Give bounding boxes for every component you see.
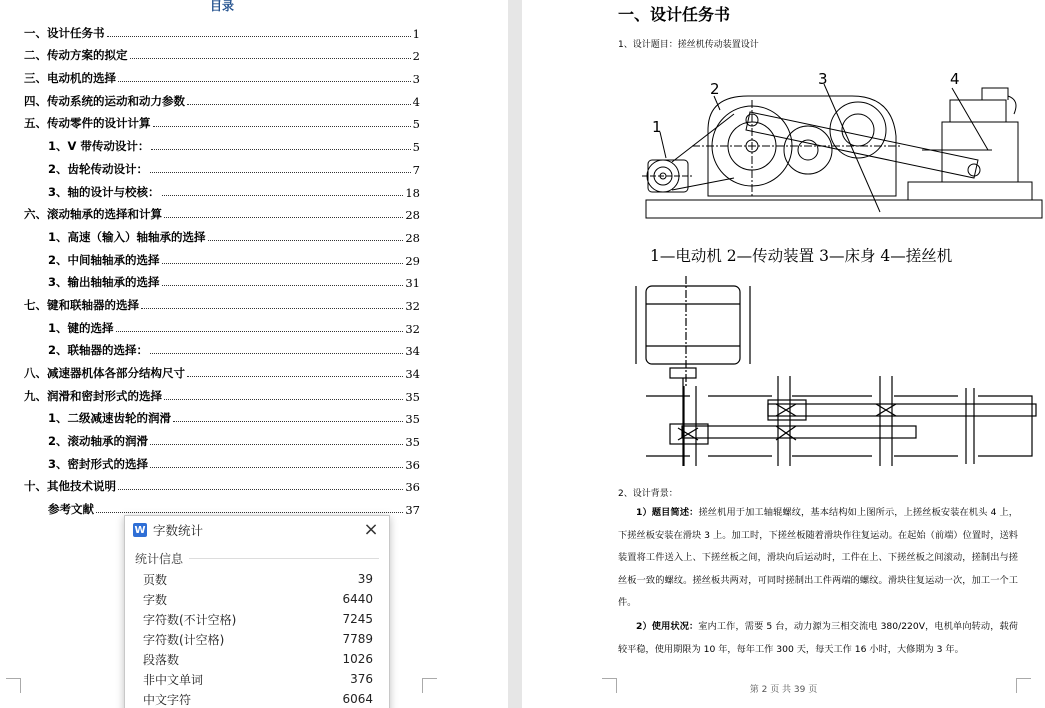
toc-leader-dots bbox=[150, 444, 403, 445]
toc-entry[interactable] bbox=[24, 449, 420, 472]
stats-row bbox=[125, 689, 389, 708]
stats-value: 376 bbox=[350, 672, 373, 686]
toc-entry-page: 29 bbox=[405, 253, 420, 268]
paragraph-lead: 2）使用状况： bbox=[636, 621, 699, 632]
figure-label-2: 2 bbox=[710, 80, 720, 98]
toc-entry[interactable] bbox=[24, 131, 420, 154]
stats-label: 非中文单词 bbox=[143, 672, 204, 687]
toc-entry[interactable] bbox=[24, 336, 420, 359]
toc-leader-dots bbox=[164, 399, 403, 400]
toc-entry-page: 1 bbox=[412, 26, 420, 41]
stats-row bbox=[125, 569, 389, 589]
toc-entry-label: 1、高速（输入）轴轴承的选择 bbox=[48, 229, 206, 244]
toc-entry-page: 5 bbox=[412, 117, 420, 132]
stats-row bbox=[125, 589, 389, 609]
toc-entry-label: 参考文献 bbox=[48, 502, 94, 517]
page-corner-mark bbox=[602, 678, 617, 693]
stats-value: 7245 bbox=[342, 612, 373, 626]
toc-entry-label: 1、键的选择 bbox=[48, 320, 114, 335]
stats-value: 7789 bbox=[342, 632, 373, 646]
stats-label: 字数 bbox=[143, 592, 168, 607]
stats-row bbox=[125, 629, 389, 649]
toc-entry-label: 1、V 带传动设计： bbox=[48, 139, 150, 154]
toc-entry-page: 36 bbox=[405, 480, 420, 495]
toc-entry[interactable] bbox=[24, 268, 420, 291]
background-heading: 2、设计背景： bbox=[618, 489, 678, 499]
stats-row bbox=[125, 609, 389, 629]
toc-entry[interactable] bbox=[24, 109, 420, 132]
figure-label-1: 1 bbox=[652, 118, 662, 136]
toc-title: 目录 bbox=[209, 0, 234, 13]
stats-label: 字符数(计空格) bbox=[143, 632, 225, 647]
toc-leader-dots bbox=[150, 353, 403, 354]
toc-entry-page: 37 bbox=[405, 503, 420, 518]
close-icon[interactable]: × bbox=[363, 519, 379, 540]
stats-value: 39 bbox=[357, 572, 373, 586]
toc-entry[interactable] bbox=[24, 404, 420, 427]
page-corner-mark bbox=[1016, 678, 1031, 693]
toc-entry[interactable] bbox=[24, 245, 420, 268]
page-right bbox=[522, 0, 1045, 708]
toc-entry-page: 2 bbox=[412, 49, 420, 64]
toc-entry-page: 35 bbox=[405, 389, 420, 404]
toc-entry-label: 3、密封形式的选择 bbox=[48, 456, 149, 471]
toc-entry[interactable] bbox=[24, 358, 420, 381]
toc-entry-label: 3、轴的设计与校核： bbox=[48, 184, 160, 199]
toc-entry-label: 二、传动方案的拟定 bbox=[24, 48, 128, 63]
machine-schematic-figure bbox=[522, 0, 1045, 240]
toc-entry-page: 28 bbox=[405, 230, 420, 245]
toc-leader-dots bbox=[141, 308, 403, 309]
stats-value: 6440 bbox=[342, 592, 373, 606]
toc-entry-page: 34 bbox=[405, 344, 420, 359]
stats-row bbox=[125, 669, 389, 689]
toc-leader-dots bbox=[150, 467, 403, 468]
toc-leader-dots bbox=[150, 172, 411, 173]
toc-entry[interactable] bbox=[24, 472, 420, 495]
toc-leader-dots bbox=[162, 263, 404, 264]
stats-label: 字符数(不计空格) bbox=[143, 612, 237, 627]
stats-label: 页数 bbox=[143, 572, 168, 587]
toc-entry-label: 2、齿轮传动设计： bbox=[48, 161, 149, 176]
toc-entry[interactable] bbox=[24, 426, 420, 449]
toc-leader-dots bbox=[116, 331, 404, 332]
toc-entry[interactable] bbox=[24, 381, 420, 404]
stats-value: 6064 bbox=[342, 692, 373, 706]
stats-list bbox=[125, 569, 389, 708]
toc-entry[interactable] bbox=[24, 154, 420, 177]
toc-entry-label: 2、联轴器的选择： bbox=[48, 343, 149, 358]
toc-entry[interactable] bbox=[24, 41, 420, 64]
page-corner-mark bbox=[6, 678, 21, 693]
paragraph-problem-description bbox=[618, 502, 1018, 615]
toc-entry-label: 七、键和联轴器的选择 bbox=[24, 297, 139, 312]
toc-entry-label: 2、中间轴轴承的选择 bbox=[48, 252, 160, 267]
dialog-header bbox=[125, 516, 389, 544]
toc-entry[interactable] bbox=[24, 63, 420, 86]
toc-entry-page: 35 bbox=[405, 435, 420, 450]
dialog-title: 字数统计 bbox=[153, 523, 204, 538]
toc-entry-label: 十、其他技术说明 bbox=[24, 479, 116, 494]
toc-entry[interactable] bbox=[24, 86, 420, 109]
figure-label-4: 4 bbox=[950, 70, 960, 88]
toc-leader-dots bbox=[208, 240, 404, 241]
toc-entry-label: 1、二级减速齿轮的润滑 bbox=[48, 411, 172, 426]
page-corner-mark bbox=[422, 678, 437, 693]
figure-label-3: 3 bbox=[818, 70, 828, 88]
toc-entry[interactable] bbox=[24, 177, 420, 200]
toc-entry-page: 32 bbox=[405, 298, 420, 313]
section-heading: 一、设计任务书 bbox=[618, 5, 731, 24]
toc-entry[interactable] bbox=[24, 290, 420, 313]
toc-entry-label: 六、滚动轴承的选择和计算 bbox=[24, 207, 162, 222]
toc-entry-label: 一、设计任务书 bbox=[24, 25, 105, 40]
toc-entry-label: 四、传动系统的运动和动力参数 bbox=[24, 93, 185, 108]
wps-app-icon: W bbox=[134, 524, 146, 536]
page-left bbox=[0, 0, 508, 708]
toc-entry-page: 36 bbox=[405, 457, 420, 472]
toc-entry-label: 2、滚动轴承的润滑 bbox=[48, 434, 149, 449]
stats-label: 段落数 bbox=[143, 652, 180, 667]
toc-entry[interactable] bbox=[24, 313, 420, 336]
toc-entry-label: 3、输出轴轴承的选择 bbox=[48, 275, 160, 290]
toc-entry-page: 18 bbox=[405, 185, 420, 200]
toc-entry-page: 5 bbox=[412, 140, 420, 155]
toc-entry-page: 7 bbox=[412, 162, 420, 177]
toc-entry-label: 九、润滑和密封形式的选择 bbox=[24, 388, 162, 403]
toc-leader-dots bbox=[187, 104, 411, 105]
word-count-dialog bbox=[124, 515, 390, 708]
toc-leader-dots bbox=[118, 489, 403, 490]
stats-section-label: 统计信息 bbox=[125, 544, 389, 569]
toc-leader-dots bbox=[107, 36, 411, 37]
toc-entry[interactable] bbox=[24, 18, 420, 41]
toc-entry-page: 4 bbox=[412, 94, 420, 109]
page-footer: 第 2 页 共 39 页 bbox=[749, 685, 818, 695]
paragraph-usage-conditions bbox=[618, 616, 1018, 661]
paragraph-body: 搓丝机用于加工轴辊螺纹，基本结构如上图所示，上搓丝板安装在机头 4 上，下搓丝板安装在滑块 3 上。加工时，下搓丝板随着滑块作往复运动。在起始（前端）位置时，送料装置将工件送入上、下搓丝板之间，滑块向后运动时，工件在上、下搓丝板之间滚动，搓制出与搓丝板一致的螺纹。搓丝板共两对，可同时搓制出工件两端的螺纹。滑块往复运动一次，加工一个工件。 bbox=[618, 507, 1018, 608]
toc-entry-page: 32 bbox=[405, 321, 420, 336]
toc-leader-dots bbox=[164, 217, 403, 218]
gearbox-diagram-figure bbox=[522, 276, 1045, 476]
toc-entry-label: 五、传动零件的设计计算 bbox=[24, 116, 151, 131]
toc-leader-dots bbox=[96, 512, 403, 513]
figure-legend: 1—电动机 2—传动装置 3—床身 4—搓丝机 bbox=[650, 247, 953, 265]
paragraph-lead: 1）题目简述： bbox=[636, 507, 699, 518]
toc-leader-dots bbox=[153, 126, 411, 127]
toc-leader-dots bbox=[130, 58, 411, 59]
toc-entry-label: 三、电动机的选择 bbox=[24, 71, 116, 86]
toc-leader-dots bbox=[162, 195, 404, 196]
design-subject: 1、设计题目：搓丝机传动装置设计 bbox=[618, 40, 759, 50]
toc-entry-page: 31 bbox=[405, 276, 420, 291]
toc-leader-dots bbox=[187, 376, 403, 377]
table-of-contents bbox=[24, 18, 420, 517]
toc-entry[interactable] bbox=[24, 200, 420, 223]
paragraph-body: 室内工作，需要 5 台，动力源为三相交流电 380/220V，电机单向转动，载荷较平稳，使用期限为 10 年，每年工作 300 天，每天工作 16 小时，大修期为 3 年。 bbox=[618, 621, 1018, 655]
stats-value: 1026 bbox=[342, 652, 373, 666]
toc-entry[interactable] bbox=[24, 494, 420, 517]
toc-entry-label: 八、减速器机体各部分结构尺寸 bbox=[24, 366, 185, 380]
toc-leader-dots bbox=[162, 285, 404, 286]
toc-entry-page: 34 bbox=[405, 367, 420, 381]
toc-leader-dots bbox=[173, 421, 403, 422]
toc-entry-page: 3 bbox=[412, 72, 420, 87]
stats-label: 中文字符 bbox=[143, 692, 192, 707]
toc-leader-dots bbox=[151, 149, 410, 150]
toc-leader-dots bbox=[118, 81, 411, 82]
toc-entry-page: 28 bbox=[405, 208, 420, 223]
toc-entry[interactable] bbox=[24, 222, 420, 245]
stats-row bbox=[125, 649, 389, 669]
toc-entry-page: 35 bbox=[405, 412, 420, 427]
